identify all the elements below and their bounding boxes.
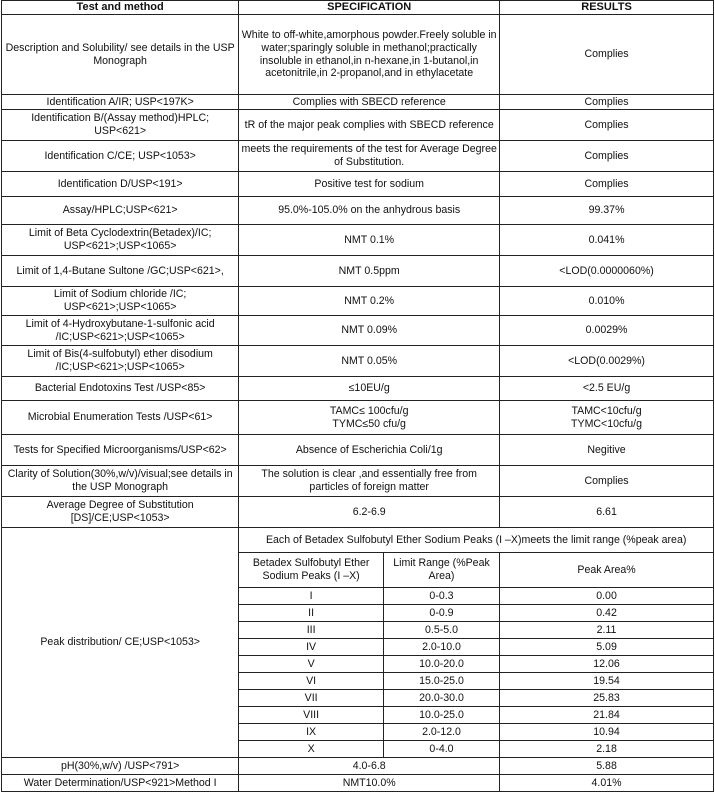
table-row	[2, 172, 714, 197]
peak-area-cell: 0.42	[500, 605, 714, 622]
peak-limit-cell: 10.0-20.0	[383, 656, 499, 673]
peak-test-cell: Peak distribution/ CE;USP<1053>	[2, 528, 239, 758]
result-cell: Complies	[500, 95, 714, 110]
test-method-cell: Identification C/CE; USP<1053>	[2, 141, 239, 172]
test-method-cell: pH(30%,w/v) /USP<791>	[2, 758, 239, 775]
peak-label-cell: X	[239, 741, 384, 758]
peak-limit-cell: 15.0-25.0	[383, 673, 499, 690]
table-row	[2, 377, 714, 401]
specification-cell: ≤10EU/g	[239, 377, 500, 401]
test-method-cell: Description and Solubility/ see details in the USP Monograph	[2, 15, 239, 95]
peak-area-cell: 21.84	[500, 707, 714, 724]
table-row	[2, 197, 714, 225]
peak-area-cell: 0.00	[500, 588, 714, 605]
peak-area-cell: 10.94	[500, 724, 714, 741]
table-row	[2, 758, 714, 775]
peak-limit-cell: 20.0-30.0	[383, 690, 499, 707]
test-method-cell: Average Degree of Substitution [DS]/CE;USP<1053>	[2, 497, 239, 528]
peak-col-header-peaks: Betadex Sulfobutyl Ether Sodium Peaks (I –X)	[239, 553, 384, 588]
peak-limit-cell: 2.0-12.0	[383, 724, 499, 741]
table-row	[2, 225, 714, 256]
peak-limit-cell: 0-4.0	[383, 741, 499, 758]
test-method-cell: Bacterial Endotoxins Test /USP<85>	[2, 377, 239, 401]
peak-col-header-limit: Limit Range (%Peak Area)	[383, 553, 499, 588]
peak-label-cell: IX	[239, 724, 384, 741]
peak-label-cell: V	[239, 656, 384, 673]
peak-area-cell: 5.09	[500, 639, 714, 656]
specification-cell: 6.2-6.9	[239, 497, 500, 528]
specification-cell: NMT 0.05%	[239, 346, 500, 377]
test-method-cell: Assay/HPLC;USP<621>	[2, 197, 239, 225]
table-row	[2, 497, 714, 528]
table-row	[2, 287, 714, 316]
table-row	[2, 435, 714, 466]
peak-area-cell: 19.54	[500, 673, 714, 690]
result-cell: 5.88	[500, 758, 714, 775]
test-method-cell: Clarity of Solution(30%,w/v)/visual;see details in the USP Monograph	[2, 466, 239, 497]
peak-intro-row	[2, 528, 714, 553]
specification-cell: 95.0%-105.0% on the anhydrous basis	[239, 197, 500, 225]
specification-table	[1, 0, 714, 792]
peak-limit-cell: 0-0.9	[383, 605, 499, 622]
peak-label-cell: II	[239, 605, 384, 622]
peak-limit-cell: 0.5-5.0	[383, 622, 499, 639]
peak-label-cell: VIII	[239, 707, 384, 724]
test-method-cell: Microbial Enumeration Tests /USP<61>	[2, 401, 239, 435]
specification-cell: 4.0-6.8	[239, 758, 500, 775]
table-row	[2, 775, 714, 792]
test-method-cell: Limit of 1,4-Butane Sultone /GC;USP<621>,	[2, 256, 239, 287]
result-cell: Complies	[500, 15, 714, 95]
result-cell: 99.37%	[500, 197, 714, 225]
result-cell: 0.0029%	[500, 316, 714, 346]
result-cell: 6.61	[500, 497, 714, 528]
peak-limit-cell: 2.0-10.0	[383, 639, 499, 656]
test-method-cell: Limit of Bis(4-sulfobutyl) ether disodium /IC;USP<621>;USP<1065>	[2, 346, 239, 377]
table-row	[2, 95, 714, 110]
peak-label-cell: IV	[239, 639, 384, 656]
table-row	[2, 346, 714, 377]
peak-limit-cell: 10.0-25.0	[383, 707, 499, 724]
specification-cell: The solution is clear ,and essentially free from particles of foreign matter	[239, 466, 500, 497]
specification-cell: tR of the major peak complies with SBECD reference	[239, 110, 500, 141]
result-cell: <LOD(0.0000060%)	[500, 256, 714, 287]
table-row	[2, 256, 714, 287]
peak-label-cell: VI	[239, 673, 384, 690]
result-cell: Complies	[500, 172, 714, 197]
table-row	[2, 466, 714, 497]
test-method-cell: Identification D/USP<191>	[2, 172, 239, 197]
header-results: RESULTS	[500, 1, 714, 15]
peak-label-cell: I	[239, 588, 384, 605]
peak-area-cell: 2.11	[500, 622, 714, 639]
result-cell: TAMC<10cfu/g TYMC<10cfu/g	[500, 401, 714, 435]
test-method-cell: Limit of 4-Hydroxybutane-1-sulfonic acid /IC;USP<621>;USP<1065>	[2, 316, 239, 346]
result-cell: 0.010%	[500, 287, 714, 316]
peak-label-cell: III	[239, 622, 384, 639]
table-row	[2, 141, 714, 172]
result-cell: <2.5 EU/g	[500, 377, 714, 401]
specification-cell: NMT10.0%	[239, 775, 500, 792]
table-row	[2, 15, 714, 95]
specification-cell: NMT 0.5ppm	[239, 256, 500, 287]
peak-intro-cell: Each of Betadex Sulfobutyl Ether Sodium Peaks (I –X)meets the limit range (%peak area)	[239, 528, 714, 553]
result-cell: 4.01%	[500, 775, 714, 792]
specification-cell: Positive test for sodium	[239, 172, 500, 197]
result-cell: <LOD(0.0029%)	[500, 346, 714, 377]
result-cell: Complies	[500, 141, 714, 172]
test-method-cell: Tests for Specified Microorganisms/USP<62>	[2, 435, 239, 466]
result-cell: Negitive	[500, 435, 714, 466]
specification-cell: White to off-white,amorphous powder.Freely soluble in water;sparingly soluble in methanol;practically insoluble in ethanol,in n-hexane,in 1-butanol,in acetonitrile,in 2-propanol,and in ethylacetate	[239, 15, 500, 95]
header-test: Test and method	[2, 1, 239, 15]
test-method-cell: Identification A/IR; USP<197K>	[2, 95, 239, 110]
peak-area-cell: 25.83	[500, 690, 714, 707]
specification-cell: NMT 0.09%	[239, 316, 500, 346]
specification-cell: meets the requirements of the test for Average Degree of Substitution.	[239, 141, 500, 172]
header-spec: SPECIFICATION	[239, 1, 500, 15]
test-method-cell: Water Determination/USP<921>Method I	[2, 775, 239, 792]
test-method-cell: Limit of Beta Cyclodextrin(Betadex)/IC; USP<621>;USP<1065>	[2, 225, 239, 256]
specification-cell: NMT 0.2%	[239, 287, 500, 316]
test-method-cell: Identification B/(Assay method)HPLC; USP<621>	[2, 110, 239, 141]
result-cell: Complies	[500, 466, 714, 497]
specification-cell: TAMC≤ 100cfu/g TYMC≤50 cfu/g	[239, 401, 500, 435]
peak-label-cell: VII	[239, 690, 384, 707]
specification-cell: Complies with SBECD reference	[239, 95, 500, 110]
specification-cell: NMT 0.1%	[239, 225, 500, 256]
peak-area-cell: 12.06	[500, 656, 714, 673]
table-row	[2, 316, 714, 346]
result-cell: Complies	[500, 110, 714, 141]
peak-area-cell: 2.18	[500, 741, 714, 758]
test-method-cell: Limit of Sodium chloride /IC; USP<621>;USP<1065>	[2, 287, 239, 316]
table-row	[2, 401, 714, 435]
header-row	[2, 1, 714, 15]
peak-col-header-area: Peak Area%	[500, 553, 714, 588]
peak-limit-cell: 0-0.3	[383, 588, 499, 605]
table-row	[2, 110, 714, 141]
specification-cell: Absence of Escherichia Coli/1g	[239, 435, 500, 466]
result-cell: 0.041%	[500, 225, 714, 256]
